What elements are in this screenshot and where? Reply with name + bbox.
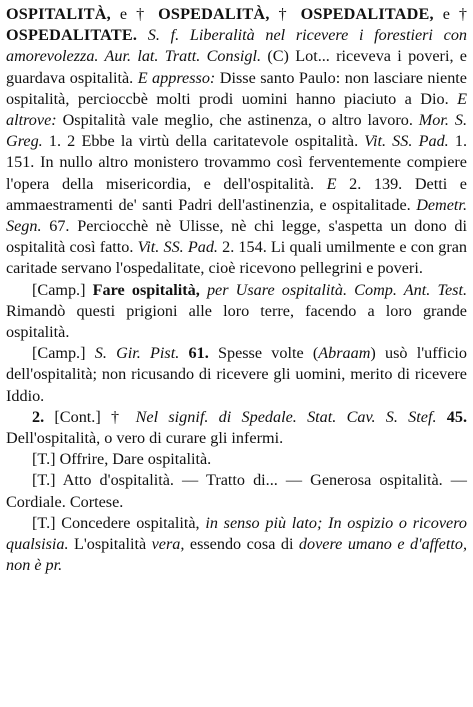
citation-source: Vit. SS. Pad. xyxy=(137,238,218,257)
citation-text: ) usò l'ufficio dell'ospitalità; non ricusando di ricevere gli uomini, merito di ricevere Iddio. xyxy=(6,344,468,405)
part-of-speech: S. f. xyxy=(137,26,180,45)
citation-ref: 45. xyxy=(436,407,468,426)
gloss: per Usare ospitalità. xyxy=(199,280,348,299)
gloss: Nel signif. di Spedale. xyxy=(135,407,297,426)
crusca-marker: (C) xyxy=(261,47,296,66)
obsolete-dagger-icon: † xyxy=(458,5,468,23)
citation-ref: 2. 139. xyxy=(336,174,415,193)
usage-text: Concedere ospitalità, xyxy=(61,513,206,532)
source-tag: [Cont.] xyxy=(54,407,112,426)
usage-gloss: vera, xyxy=(151,535,185,554)
citation-name: Abraam xyxy=(318,344,371,363)
source-tag: [T.] xyxy=(32,450,60,469)
citation-text: Spesse volte ( xyxy=(217,344,319,363)
usage-gloss: in senso più lato; In ospizio o ricovero qualsisia. xyxy=(6,513,467,554)
phrase: Fare ospitalità, xyxy=(92,280,200,299)
citation-ref: 1. 2 xyxy=(42,132,82,151)
citation-text: Li quali umilmente e con gran caritade servano l'ospedalitate, cioè ricevono pellegrini e poveri. xyxy=(6,238,467,278)
citation-source: E altrove: xyxy=(6,89,467,130)
headword-variant: OSPEDALITATE. xyxy=(6,26,138,45)
sense-t-concedere xyxy=(6,513,467,577)
citation-text: Rimandò questi prigioni alle loro terre, facendo a loro grande ospitalità. xyxy=(6,301,467,342)
usage-text: Offrire, Dare ospitalità. xyxy=(59,450,212,469)
citation-text: Lot... riceveva i poveri, e guardava ospitalità. xyxy=(6,47,467,87)
citation-text: In nullo altro monistero trovammo così ferventemente compiere l'opera della misericordia, e dell'ospitalità. xyxy=(6,153,467,193)
sense-number: 2. xyxy=(32,407,55,426)
citation-source: Vit. SS. Pad. xyxy=(364,132,449,151)
headword-variant: OSPEDALITADE, xyxy=(300,5,434,23)
citation-source: E xyxy=(326,174,337,193)
citation-source: S. Gir. Pist. xyxy=(94,344,180,363)
usage-text: L'ospitalità xyxy=(68,535,152,554)
sense-2-spedale xyxy=(6,407,467,449)
citation-source: Comp. Ant. Test. xyxy=(347,280,467,299)
sense-camp-gir-pist xyxy=(6,343,467,407)
citation-text: Perciocchè nè Ulisse, nè chi legge, s'aspetta un dono di ospitalità così fatto. xyxy=(6,217,468,257)
usage-text: Atto d'ospitalità. — Tratto di... — Generosa ospitalità. — Cordiale. Cortese. xyxy=(6,471,467,511)
obsolete-dagger-icon: † xyxy=(111,407,136,426)
obsolete-dagger-icon: † xyxy=(269,5,301,23)
citation-source: E appresso: xyxy=(137,68,216,87)
headword-variant: OSPEDALITÀ, xyxy=(158,5,270,23)
headword: OSPITALITÀ, xyxy=(6,5,111,23)
conjunction: e xyxy=(110,5,137,23)
usage-gloss: dovere umano e d'affetto, non è pr. xyxy=(6,535,467,575)
source-tag: [Camp.] xyxy=(32,280,93,299)
citation-source: Mor. S. Greg. xyxy=(6,111,467,151)
citation-text: Ospitalità vale meglio, che astinenza, o altro lavoro. xyxy=(56,111,419,130)
source-tag: [Camp.] xyxy=(32,344,95,363)
obsolete-dagger-icon: † xyxy=(136,5,159,23)
source-tag: [T.] xyxy=(32,513,62,532)
conjunction: e xyxy=(433,5,459,23)
citation-text: Disse santo Paulo: non lasciare niente ospitalità, percioccbè molti prodi uomini hanno piaciuto a Dio. xyxy=(6,68,467,108)
citation-source: Stat. Cav. S. Stef. xyxy=(296,407,437,426)
citation-ref: 1. 151. xyxy=(6,132,468,172)
citation-source: Demetr. Segn. xyxy=(6,195,467,236)
citation-ref: 67. xyxy=(41,217,78,236)
definition: Liberalità nel ricevere i forestieri con amorevolezza. Aur. lat. Tratt. Consigl. xyxy=(6,26,468,66)
citation-ref: 61. xyxy=(179,344,218,363)
sense-t-atto xyxy=(6,470,467,512)
entry-ospitalita xyxy=(6,4,467,280)
sense-camp-fare-ospitalita xyxy=(6,280,467,344)
usage-text: essendo cosa di xyxy=(184,535,299,554)
sense-t-offrire xyxy=(6,449,467,470)
citation-ref: 2. 154. xyxy=(217,238,271,257)
citation-text: Dell'ospitalità, o vero di curare gli infermi. xyxy=(6,429,284,448)
source-tag: [T.] xyxy=(32,471,63,490)
citation-text: Ebbe la virtù della caritatevole ospitalità. xyxy=(81,132,365,151)
citation-text: Detti e ammaestramenti de' santi Padri dell'astinenzia, e ospitalitade. xyxy=(6,174,467,214)
